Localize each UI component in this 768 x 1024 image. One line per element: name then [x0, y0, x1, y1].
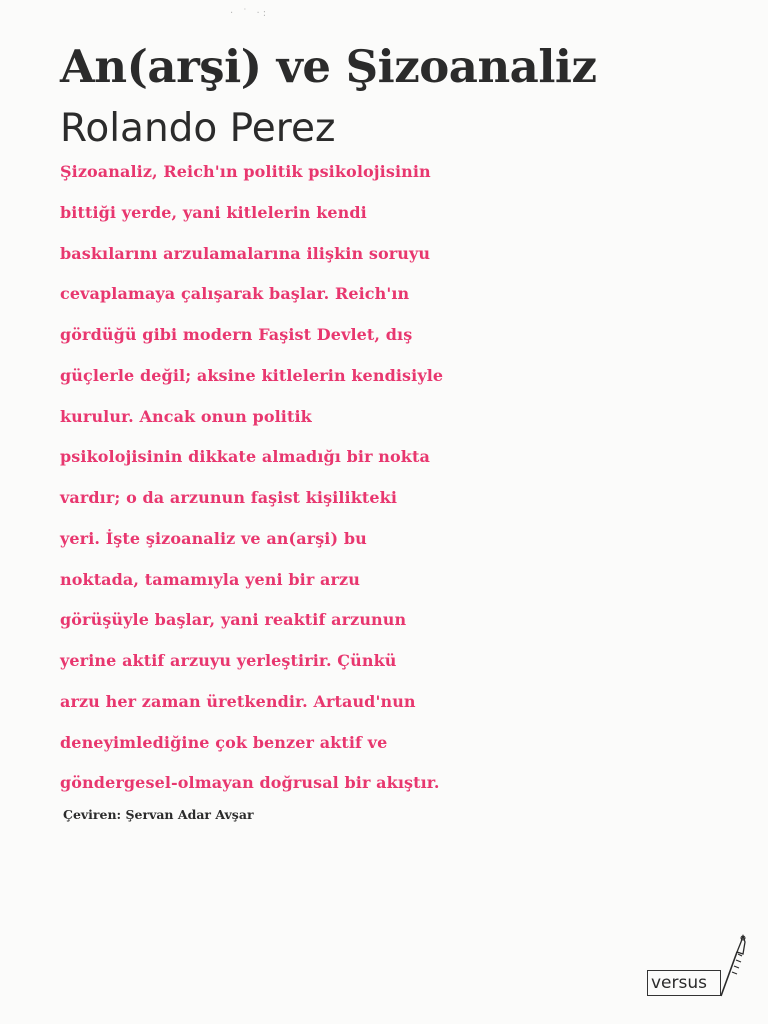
translator-credit: Çeviren: Şervan Adar Avşar — [63, 807, 254, 822]
blurb-line: psikolojisinin dikkate almadığı bir nokta — [60, 447, 430, 467]
blurb-line: arzu her zaman üretkendir. Artaud'nun — [60, 691, 416, 711]
blurb-line: deneyimlediğine çok benzer aktif ve — [60, 732, 388, 752]
blurb-line: baskılarını arzulamalarına ilişkin soruyu — [60, 243, 431, 263]
publisher-name: versus — [651, 973, 707, 993]
blurb-line: noktada, tamamıyla yeni bir arzu — [60, 569, 360, 589]
back-cover-blurb — [60, 152, 760, 804]
publisher-logo — [647, 934, 753, 1000]
blurb-line: bittiği yerde, yani kitlelerin kendi — [60, 202, 367, 222]
blurb-line: cevaplamaya çalışarak başlar. Reich'ın — [60, 284, 410, 304]
blurb-line: görüşüyle başlar, yani reaktif arzunun — [60, 610, 407, 630]
quill-pen-icon — [717, 934, 751, 998]
blurb-line: kurulur. Ancak onun politik — [60, 406, 312, 426]
blurb-line: yerine aktif arzuyu yerleştirir. Çünkü — [60, 651, 397, 670]
book-author: Rolando Perez — [60, 106, 336, 151]
book-title: An(arşi) ve Şizoanaliz — [60, 40, 597, 93]
blurb-line: güçlerle değil; aksine kitlelerin kendisiyle — [60, 365, 444, 385]
blurb-line: göndergesel-olmayan doğrusal bir akıştır. — [60, 773, 440, 793]
blurb-line: vardır; o da arzunun faşist kişilikteki — [60, 488, 398, 507]
blurb-line: gördüğü gibi modern Faşist Devlet, dış — [60, 325, 413, 344]
print-speck: · ˙ ·: — [230, 8, 270, 19]
blurb-line: Şizoanaliz, Reich'ın politik psikolojisinin — [60, 162, 431, 181]
blurb-line: yeri. İşte şizoanaliz ve an(arşi) bu — [60, 528, 367, 548]
